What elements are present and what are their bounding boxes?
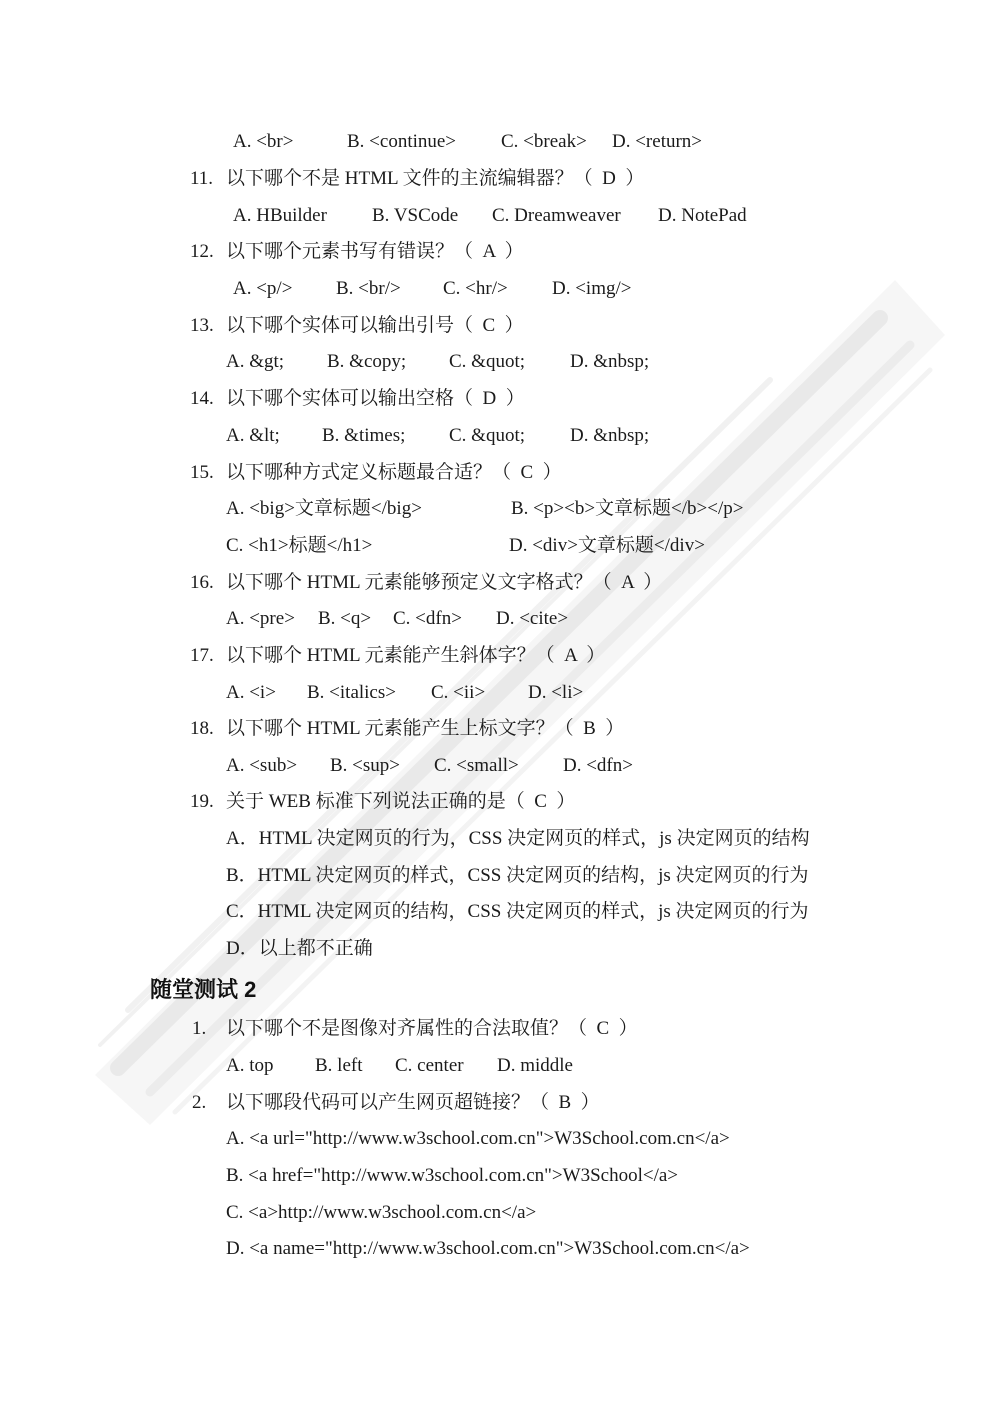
question-text: 以下哪个 HTML 元素能够预定义文字格式？（ A ）	[226, 572, 663, 593]
option-d: D. <li>	[528, 682, 584, 703]
option-a: A. <i>	[226, 682, 276, 703]
option-c: C. <hr/>	[443, 278, 508, 299]
option-d: D. <cite>	[496, 608, 569, 629]
option-b: B. <br/>	[336, 278, 401, 299]
option-c: C. Dreamweaver	[492, 205, 621, 226]
question-number: 15.	[190, 462, 214, 483]
option-d: D. NotePad	[658, 205, 747, 226]
option-b: B. VSCode	[372, 205, 459, 226]
option-c: C. <a>http://www.w3school.com.cn</a>	[226, 1202, 537, 1223]
question-number: 16.	[190, 572, 214, 593]
question-number: 19.	[190, 791, 214, 812]
option-b: B. <a href="http://www.w3school.com.cn">W3School</a>	[226, 1165, 679, 1186]
option-a: A. <big>文章标题</big>	[226, 498, 422, 519]
question-number: 13.	[190, 315, 214, 336]
option-c: C. <small>	[434, 755, 519, 776]
option-b: B. <q>	[318, 608, 372, 629]
option-a: A. &gt;	[226, 351, 285, 372]
option-d: D. <div>文章标题</div>	[509, 535, 705, 556]
option-b: B．HTML 决定网页的样式，CSS 决定网页的结构，js 决定网页的行为	[226, 865, 809, 886]
option-d: D. middle	[497, 1055, 573, 1076]
question-number: 18.	[190, 718, 214, 739]
question-number: 11.	[190, 168, 214, 189]
option-a: A. HBuilder	[233, 205, 327, 226]
option-b: B. <continue>	[347, 131, 457, 152]
question-text: 以下哪个元素书写有错误？（ A ）	[226, 241, 524, 262]
option-a: A. top	[226, 1055, 274, 1076]
question-number: 17.	[190, 645, 214, 666]
question-text: 以下哪段代码可以产生网页超链接？（ B ）	[226, 1092, 600, 1113]
option-c: C. center	[395, 1055, 464, 1076]
option-b: B. &times;	[322, 425, 406, 446]
question-text: 关于 WEB 标准下列说法正确的是（ C ）	[226, 791, 576, 812]
option-c: C. <h1>标题</h1>	[226, 535, 373, 556]
option-d: D. &nbsp;	[570, 425, 650, 446]
option-b: B. <p><b>文章标题</b></p>	[511, 498, 744, 519]
option-b: B. left	[315, 1055, 363, 1076]
question-number: 1.	[192, 1018, 207, 1039]
option-a: A. <sub>	[226, 755, 298, 776]
option-b: B. <sup>	[330, 755, 400, 776]
question-text: 以下哪个 HTML 元素能产生斜体字？（ A ）	[226, 645, 606, 666]
question-text: 以下哪种方式定义标题最合适？（ C ）	[226, 462, 562, 483]
option-a: A. <br>	[233, 131, 294, 152]
option-a: A. <p/>	[233, 278, 293, 299]
option-d: D. <a name="http://www.w3school.com.cn">W3School.com.cn</a>	[226, 1238, 750, 1259]
option-a: A. <pre>	[226, 608, 295, 629]
question-number: 14.	[190, 388, 214, 409]
option-d: D．以上都不正确	[226, 938, 373, 959]
question-number: 2.	[192, 1092, 207, 1113]
option-c: C．HTML 决定网页的结构，CSS 决定网页的样式，js 决定网页的行为	[226, 901, 809, 922]
question-text: 以下哪个不是 HTML 文件的主流编辑器？（ D ）	[226, 168, 645, 189]
option-c: C. <dfn>	[393, 608, 462, 629]
question-text: 以下哪个实体可以输出引号（ C ）	[226, 315, 524, 336]
option-c: C. <break>	[501, 131, 587, 152]
option-d: D. &nbsp;	[570, 351, 650, 372]
question-text: 以下哪个实体可以输出空格（ D ）	[226, 388, 525, 409]
option-d: D. <img/>	[552, 278, 632, 299]
question-text: 以下哪个 HTML 元素能产生上标文字？（ B ）	[226, 718, 625, 739]
section-title: 随堂测试 2	[150, 977, 257, 1002]
option-a: A. <a url="http://www.w3school.com.cn">W3School.com.cn</a>	[226, 1128, 730, 1149]
option-c: C. &quot;	[449, 351, 526, 372]
option-c: C. &quot;	[449, 425, 526, 446]
option-c: C. <ii>	[431, 682, 486, 703]
question-text: 以下哪个不是图像对齐属性的合法取值？（ C ）	[226, 1018, 638, 1039]
option-a: A．HTML 决定网页的行为，CSS 决定网页的样式，js 决定网页的结构	[226, 828, 810, 849]
question-number: 12.	[190, 241, 214, 262]
option-d: D. <return>	[612, 131, 703, 152]
option-b: B. <italics>	[307, 682, 396, 703]
option-b: B. &copy;	[327, 351, 407, 372]
option-a: A. &lt;	[226, 425, 280, 446]
option-d: D. <dfn>	[563, 755, 633, 776]
